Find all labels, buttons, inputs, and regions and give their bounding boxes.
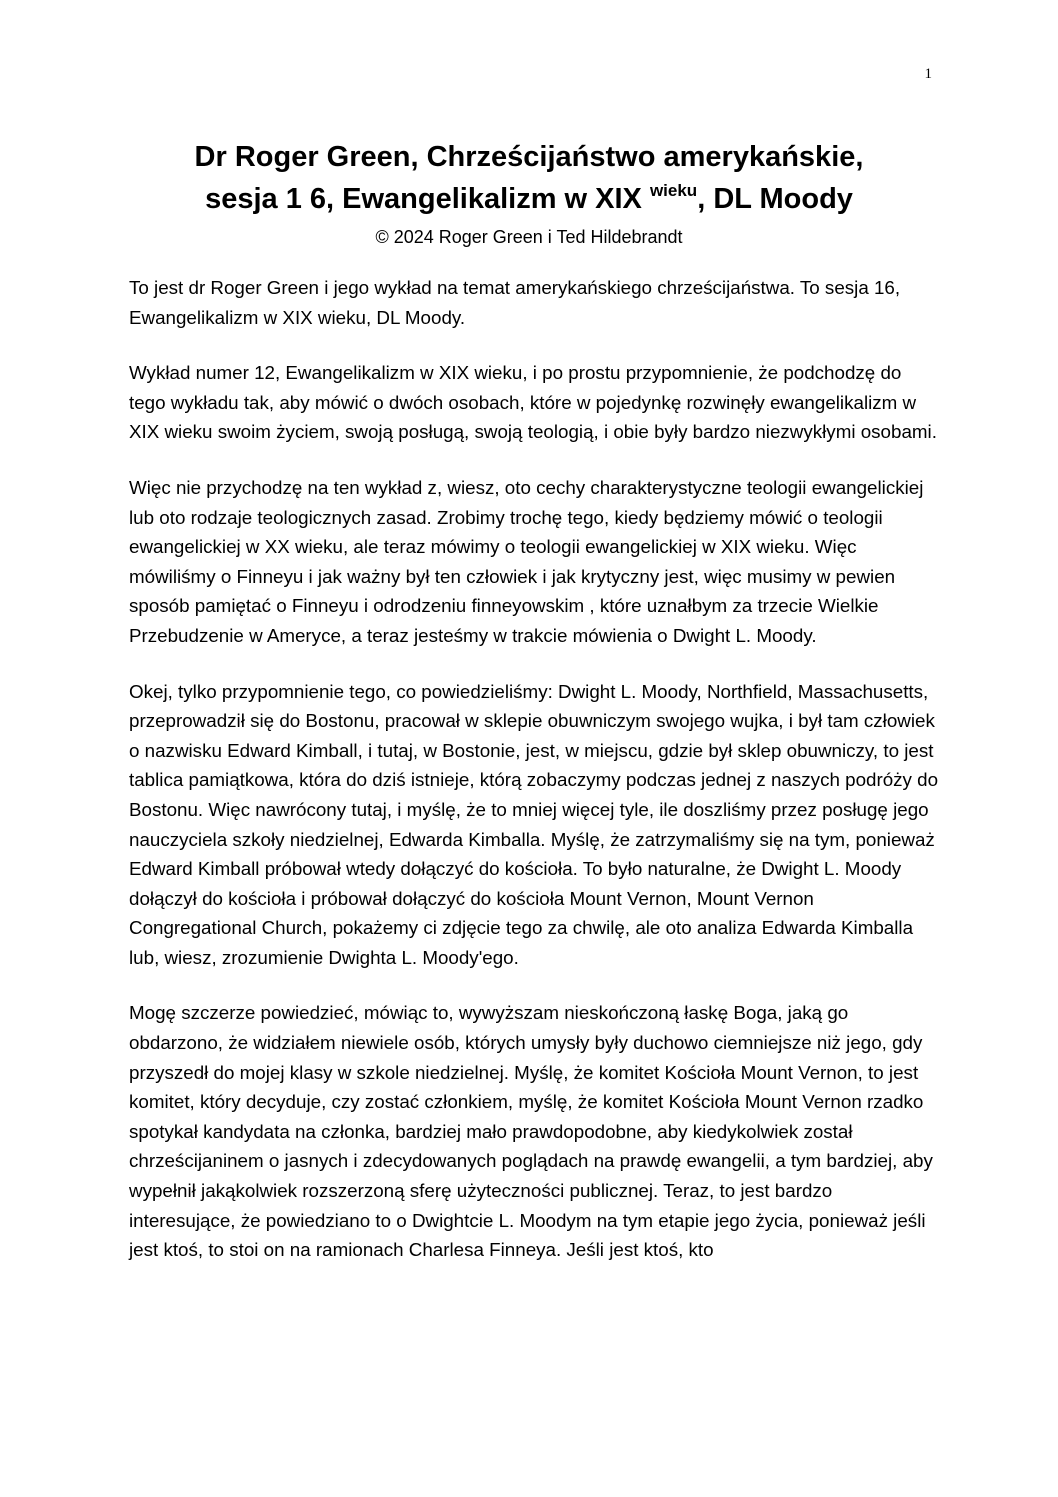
copyright-line: © 2024 Roger Green i Ted Hildebrandt	[375, 227, 683, 247]
document-title	[60, 136, 998, 220]
paragraph-4: Okej, tylko przypomnienie tego, co powiedzieliśmy: Dwight L. Moody, Northfield, Massachusetts, przeprowadził się do Bostonu, pracował w sklepie obuwniczym swojego wujka, i był tam człowiek o nazwisku Edward Kimball, i tutaj, w Bostonie, jest, w miejscu, gdzie był sklep obuwniczy, to jest tablica pamiątkowa, która do dziś istnieje, którą zobaczymy podczas jednej z naszych podróży do Bostonu. Więc nawrócony tutaj, i myślę, że to mniej więcej tyle, ile doszliśmy przez posługę jego nauczyciela szkoły niedzielnej, Edwarda Kimballa. Myślę, że zatrzymaliśmy się na tym, ponieważ Edward Kimball próbował wtedy dołączyć do kościoła. To było naturalne, że Dwight L. Moody dołączył do kościoła i próbował dołączyć do kościoła Mount Vernon, Mount Vernon Congregational Church, pokażemy ci zdjęcie tego za chwilę, ale oto analiza Edwarda Kimballa lub, wiesz, zrozumienie Dwighta L. Moody'ego.	[129, 680, 939, 968]
paragraph-2: Wykład numer 12, Ewangelikalizm w XIX wieku, i po prostu przypomnienie, że podchodzę do tego wykładu tak, aby mówić o dwóch osobach, które w pojedynkę rozwinęły ewangelikalizm w XIX wieku swoim życiem, swoją posługą, swoją teologią, i obie były bardzo niezwykłymi osobami.	[129, 362, 937, 443]
paragraph-3: Więc nie przychodzę na ten wykład z, wiesz, oto cechy charakterystyczne teologii ewangelickiej lub oto rodzaje teologicznych zasad. Zrobimy trochę tego, kiedy będziemy mówić o teologii ewangelickiej w XX wieku, ale teraz mówimy o teologii ewangelickiej w XIX wieku. Więc mówiliśmy o Finneyu i jak ważny był ten człowiek i jak krytyczny jest, więc musimy w pewien sposób pamiętać o Finneyu i odrodzeniu finneyowskim , które uznałbym za trzecie Wielkie Przebudzenie w Ameryce, a teraz jesteśmy w trakcie mówienia o Dwight L. Moody.	[129, 476, 924, 646]
paragraph-5: Mogę szczerze powiedzieć, mówiąc to, wywyższam nieskończoną łaskę Boga, jaką go obdarzono, że widziałem niewiele osób, których umysły były duchowo ciemniejsze niż jego, gdy przyszedł do mojej klasy w szkole niedzielnej. Myślę, że komitet Kościoła Mount Vernon, to jest komitet, który decyduje, czy zostać członkiem, myślę, że komitet Kościoła Mount Vernon rzadko spotykał kandydata na członka, bardziej mało prawdopodobne, aby kiedykolwiek został chrześcijaninem o jasnych i zdecydowanych poglądach na prawdę ewangelii, a tym bardziej, aby wypełnił jakąkolwiek rozszerzoną sferę użyteczności publicznej. Teraz, to jest bardzo interesujące, że powiedziano to o Dwightcie L. Moodym na tym etapie jego życia, ponieważ jeśli jest ktoś, to stoi on na ramionach Charlesa Finneya. Jeśli jest ktoś, kto	[129, 1002, 933, 1261]
paragraph-1: To jest dr Roger Green i jego wykład na temat amerykańskiego chrześcijaństwa. To sesja 16, Ewangelikalizm w XIX wieku, DL Moody.	[129, 277, 901, 328]
title-line-2-prefix: sesja 1 6, Ewangelikalizm w XIX	[205, 183, 642, 215]
page-number: 1	[924, 66, 932, 82]
document-body	[129, 273, 939, 1291]
title-line-1: Dr Roger Green, Chrześcijaństwo amerykańskie,	[194, 141, 864, 173]
title-superscript: wieku	[649, 181, 698, 200]
title-line-2-suffix: , DL Moody	[697, 183, 853, 215]
